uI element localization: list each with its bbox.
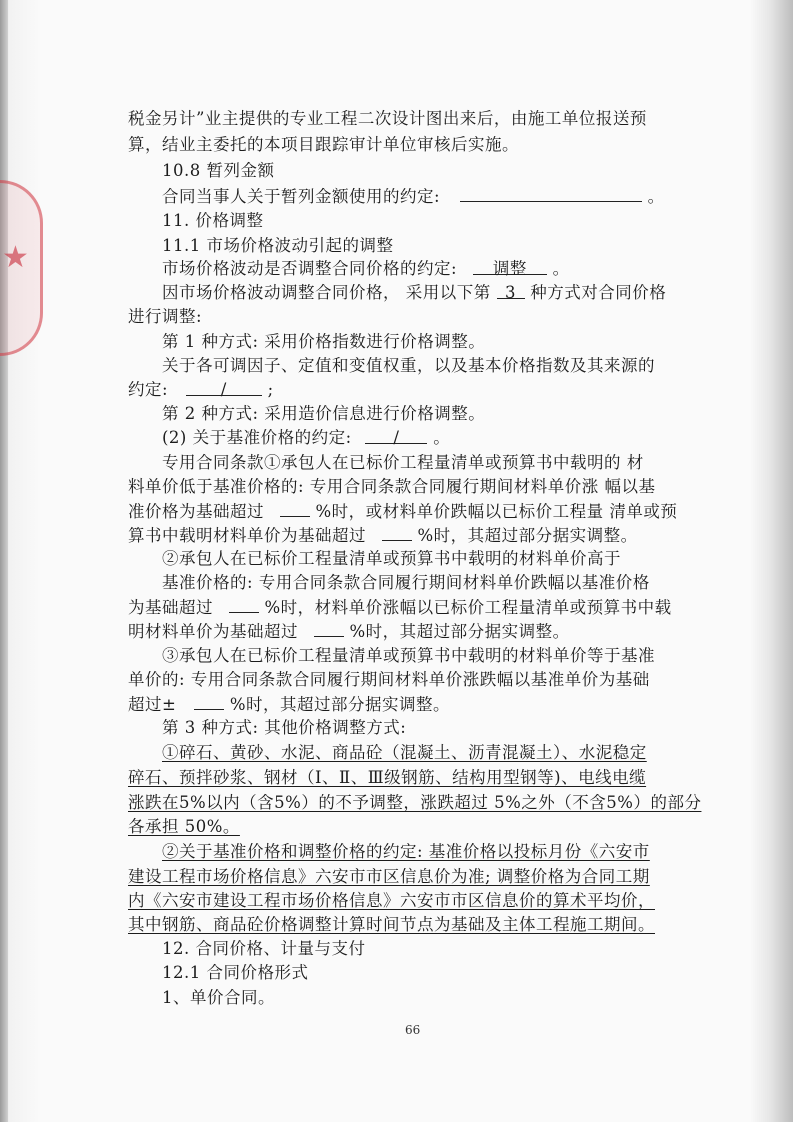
text-line: 专用合同条款①承包人在已标价工程量清单或预算书中载明的 材 (162, 453, 644, 472)
text-line: 基准价格的: 专用合同条款合同履行期间材料单价跌幅以基准价格 (162, 573, 650, 592)
text-segment: 约定: (128, 380, 169, 399)
text-line: ③承包人在已标价工程量清单或预算书中载明的材料单价等于基准 (162, 646, 655, 665)
text-line (162, 427, 450, 449)
text-line (128, 379, 274, 401)
page-number: 66 (405, 1023, 421, 1037)
section-heading: 12.1 合同价格形式 (162, 963, 309, 982)
text-segment: %时，其超过部分据实调整。 (229, 695, 451, 714)
underlined-text-line: 其中钢筋、商品砼价格调整计算时间节点为基础及主体工程施工期间。 (128, 915, 655, 934)
star-icon: ★ (2, 240, 29, 275)
underlined-text-line: 碎石、预拌砂浆、钢材（Ⅰ、Ⅱ、Ⅲ级钢筋、结构用型钢等)、电线电缆 (128, 768, 647, 787)
text-line: ②承包人在已标价工程量清单或预算书中载明的材料单价高于 (162, 549, 621, 568)
text-segment: %时，材料单价涨幅以已标价工程量清单或预算书中载 (264, 598, 672, 617)
text-line: 关于各可调因子、定值和变值权重，以及基本价格指数及其来源的 (162, 356, 655, 375)
filled-field: 3 (497, 282, 525, 299)
underlined-text-line: 建设工程市场价格信息》六安市市区信息价为准; 调整价格为合同工期 (128, 867, 650, 886)
text-line: 料单价低于基准价格的: 专用合同条款合同履行期间材料单价涨 幅以基 (128, 477, 656, 496)
text-line: 税金另计”业主提供的专业工程二次设计图出来后，由施工单位报送预 (128, 109, 647, 128)
section-heading: 10.8 暂列金额 (162, 161, 275, 180)
text-line (162, 258, 570, 280)
text-segment: %时，其超过部分据实调整。 (349, 622, 570, 641)
blank-field (314, 620, 344, 637)
text-segment: ; (267, 380, 274, 399)
underlined-text-line: 涨跌在5%以内（含5%）的不予调整，涨跌超过 5%之外（不含5%）的部分 (128, 793, 702, 812)
text-segment: 种方式对合同价格 (530, 283, 667, 302)
text-segment: 为基础超过 (128, 598, 213, 617)
section-heading: 11. 价格调整 (162, 211, 264, 230)
text-line: 算，结业主委托的本项目跟踪审计单位审核后实施。 (128, 135, 519, 154)
text-segment: 。 (647, 187, 665, 206)
text-segment: 超过± (128, 695, 177, 714)
text-line (162, 282, 666, 304)
text-line (162, 185, 665, 208)
text-line: 单价的: 专用合同条款合同履行期间材料单价涨跌幅以基准单价为基础 (128, 670, 650, 689)
filled-field: / (365, 427, 427, 444)
text-line (128, 524, 638, 547)
text-line (128, 596, 672, 619)
filled-field: 调整 (473, 258, 547, 275)
underlined-text-line: 各承担 50%。 (128, 817, 240, 836)
text-segment: 。 (552, 259, 570, 278)
text-segment: 准价格为基础超过 (128, 502, 264, 521)
text-segment: 因市场价格波动调整合同价格， 采用以下第 (162, 283, 491, 302)
blank-field (229, 596, 259, 613)
underlined-text-line: ①碎石、黄砂、水泥、商品砼（混凝土、沥青混凝土）、水泥稳定 (162, 743, 647, 762)
text-segment: 市场价格波动是否调整合同价格的约定: (162, 259, 458, 278)
text-segment: (2) 关于基准价格的约定: (162, 428, 352, 447)
binding-spine (0, 0, 8, 1122)
underlined-text-line: 内《六安市建设工程市场价格信息》六安市市区信息价的算术平均价， (128, 891, 655, 910)
blank-field (382, 524, 412, 541)
text-line (128, 620, 570, 643)
text-segment: 明材料单价为基础超过 (128, 622, 298, 641)
text-segment: 算书中载明材料单价为基础超过 (128, 526, 366, 545)
section-heading: 12. 合同价格、计量与支付 (162, 939, 366, 958)
text-line (128, 693, 450, 716)
text-line: 1、单价合同。 (162, 988, 275, 1007)
text-segment: %时，其超过部分据实调整。 (417, 526, 638, 545)
text-line (128, 500, 677, 523)
section-heading: 11.1 市场价格波动引起的调整 (162, 236, 394, 255)
red-seal-stamp (0, 180, 43, 356)
text-segment: %时，或材料单价跌幅以已标价工程量 清单或预 (315, 502, 678, 521)
blank-field (460, 185, 642, 202)
text-segment: 。 (433, 428, 451, 447)
text-line: 第 3 种方式: 其他价格调整方式: (162, 718, 407, 737)
text-line: 第 1 种方式: 采用价格指数进行价格调整。 (162, 332, 486, 351)
text-segment: 合同当事人关于暂列金额使用的约定: (162, 187, 441, 206)
blank-field (194, 693, 224, 710)
text-line: 进行调整: (128, 307, 203, 326)
text-line: 第 2 种方式: 采用造价信息进行价格调整。 (162, 404, 486, 423)
blank-field (280, 500, 310, 517)
underlined-text-line: ②关于基准价格和调整价格的约定: 基准价格以投标月份《六安市 (162, 842, 650, 861)
filled-field: / (186, 379, 262, 396)
